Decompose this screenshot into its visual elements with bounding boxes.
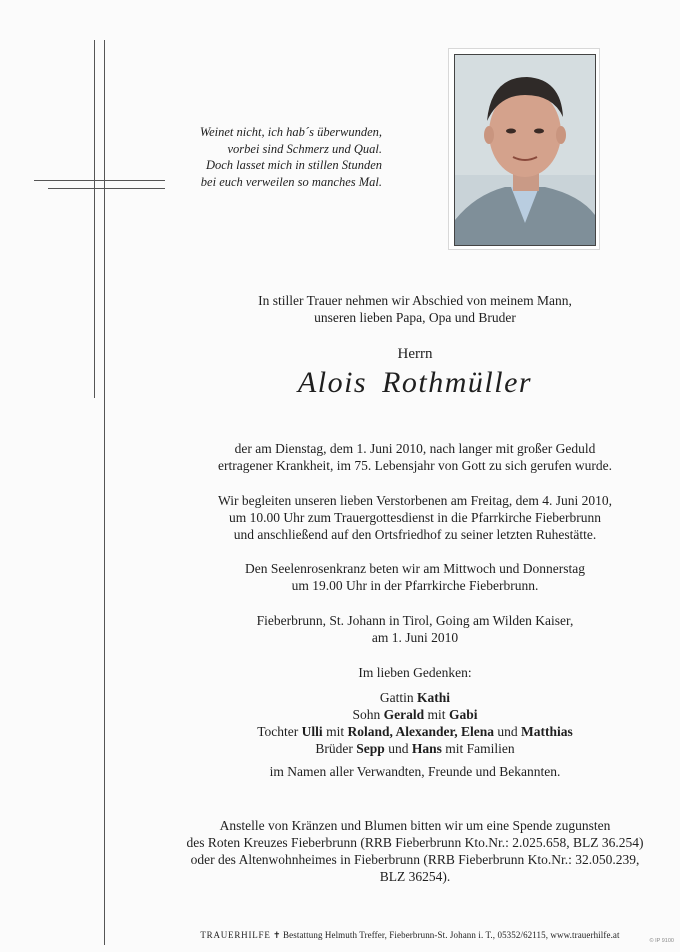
cross-vertical-line-right [104,40,105,945]
memory-heading-text: Im lieben Gedenken: [358,665,472,680]
relatives-text: im Namen aller Verwandten, Freunde und Bekannten. [269,764,561,779]
family-daughter [160,723,670,740]
rosary-line: Den Seelenrosenkranz beten wir am Mittwoch und Donnerstag [244,561,586,576]
poem-line: Weinet nicht, ich hab´s überwunden, [199,125,382,139]
daughter-name: Ulli [301,724,323,739]
donation-request [160,817,670,885]
son-partner-name: Gabi [448,707,478,722]
corner-code: © IP 9100 [649,938,674,944]
brother-name: Hans [411,741,442,756]
portrait-photo [454,54,596,246]
son-prefix: Sohn [352,707,381,722]
poem-line: bei euch verweilen so manches Mal. [200,174,382,189]
memory-heading [160,664,670,681]
poem [150,124,382,190]
place-date-line: am 1. Juni 2010 [371,630,459,645]
family-wife [160,689,670,706]
son-name: Gerald [383,707,425,722]
place-date-line: Fieberbrunn, St. Johann in Tirol, Going am Wilden Kaiser, [256,613,574,628]
portrait-frame [448,48,600,250]
son-with: mit [427,707,446,722]
donation-line: Anstelle von Kränzen und Blumen bitten wir um eine Spende zugunsten [219,818,611,833]
daughter-with: mit [326,724,345,739]
daughter-prefix: Tochter [257,724,299,739]
place-date [160,612,670,646]
funeral-line: und anschließend auf den Ortsfriedhof zu seiner letzten Ruhestätte. [233,527,597,542]
poem-line: Doch lasset mich in stillen Stunden [205,158,382,172]
brothers-suffix: mit Familien [445,741,515,756]
intro-line: In stiller Trauer nehmen wir Abschied von meinem Mann, [258,293,572,308]
death-notice [160,440,670,474]
footer-text: Bestattung Helmuth Treffer, Fieberbrunn-St. Johann i. T., 05352/62115, www.trauerhilfe.at [283,930,620,940]
funeral-line: Wir begleiten unseren lieben Verstorbenen am Freitag, dem 4. Juni 2010, [218,493,612,508]
portrait-illustration [455,55,595,245]
footer [200,930,620,941]
cross-icon: ✝ [273,930,281,940]
salutation: Herrn [397,346,433,362]
brother-name: Sepp [356,741,385,756]
grandchildren-and: und [497,724,518,739]
intro-text [160,292,670,326]
family-list [160,689,670,757]
rosary-info [160,560,670,594]
footer-brand: TRAUERHILFE [200,930,271,940]
funeral-info [160,492,670,543]
cross-horizontal-line-bottom [48,188,165,189]
relatives-note [160,763,670,780]
grandchild-name: Matthias [520,724,573,739]
cross-horizontal-line-top [34,180,165,181]
deceased-name: Alois Rothmüller [297,366,533,399]
poem-line: vorbei sind Schmerz und Qual. [227,141,382,156]
family-brothers [160,740,670,757]
death-notice-line: ertragener Krankheit, im 75. Lebensjahr von Gott zu sich gerufen wurde. [218,458,612,473]
rosary-line: um 19.00 Uhr in der Pfarrkirche Fieberbrunn. [291,578,539,593]
wife-name: Kathi [417,690,451,705]
death-notice-line: der am Dienstag, dem 1. Juni 2010, nach langer mit großer Geduld [234,441,596,456]
donation-line: oder des Altenwohnheimes in Fieberbrunn (RRB Fieberbrunn Kto.Nr.: 32.050.239, [190,852,640,867]
brothers-and: und [388,741,409,756]
donation-line: des Roten Kreuzes Fieberbrunn (RRB Fieberbrunn Kto.Nr.: 2.025.658, BLZ 36.254) [186,835,644,850]
cross-vertical-line-left [94,40,95,398]
intro-line: unseren lieben Papa, Opa und Bruder [314,310,516,325]
family-son [160,706,670,723]
grandchildren-names: Roland, Alexander, Elena [347,724,494,739]
funeral-line: um 10.00 Uhr zum Trauergottesdienst in die Pfarrkirche Fieberbrunn [228,510,602,525]
brothers-prefix: Brüder [315,741,353,756]
donation-line: BLZ 36254). [379,869,451,884]
wife-prefix: Gattin [379,690,414,705]
